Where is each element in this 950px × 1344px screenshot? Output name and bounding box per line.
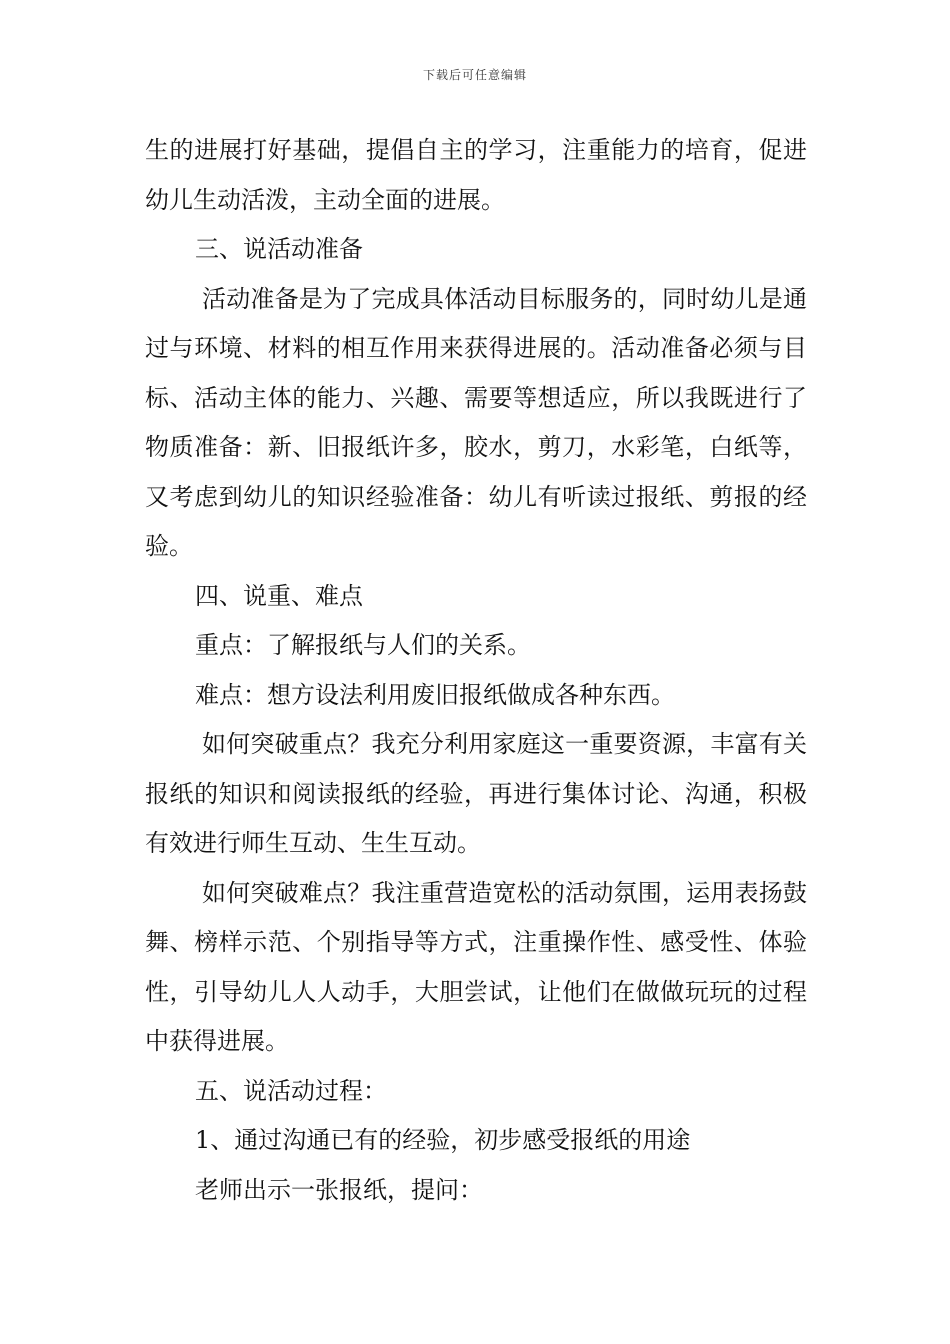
- process-step-1: 1、通过沟通已有的经验，初步感受报纸的用途: [195, 1126, 691, 1154]
- paragraph-key-point-method: 如何突破重点？我充分利用家庭这一重要资源，丰富有关报纸的知识和阅读报纸的经验，再进行集体讨论、沟通，积极有效进行师生互动、生生互动。: [145, 730, 807, 857]
- section-heading-preparation: 三、说活动准备: [195, 235, 363, 263]
- section-heading-key-points: 四、说重、难点: [195, 581, 363, 610]
- paragraph-continuation: 生的进展打好基础，提倡自主的学习，注重能力的培育，促进幼儿生动活泼，主动全面的进展。: [145, 136, 807, 214]
- difficulty-line: 难点：想方设法利用废旧报纸做成各种东西。: [195, 680, 675, 709]
- paragraph-preparation: 活动准备是为了完成具体活动目标服务的，同时幼儿是通过与环境、材料的相互作用来获得进展的。活动准备必须与目标、活动主体的能力、兴趣、需要等想适应，所以我既进行了物质准备：新、旧报纸许多，胶水，剪刀，水彩笔，白纸等，又考虑到幼儿的知识经验准备：幼儿有听读过报纸、剪报的经验。: [145, 284, 807, 560]
- document-body: [145, 126, 807, 1215]
- page-header-note: 下载后可任意编辑: [422, 68, 527, 82]
- section-heading-process: 五、说活动过程：: [195, 1076, 387, 1105]
- key-point-line: 重点：了解报纸与人们的关系。: [195, 631, 531, 659]
- process-step-1-text: 老师出示一张报纸，提问：: [195, 1175, 483, 1204]
- paragraph-difficulty-method: 如何突破难点？我注重营造宽松的活动氛围，运用表扬鼓舞、榜样示范、个别指导等方式，注重操作性、感受性、体验性，引导幼儿人人动手，大胆尝试，让他们在做做玩玩的过程中获得进展。: [145, 878, 807, 1055]
